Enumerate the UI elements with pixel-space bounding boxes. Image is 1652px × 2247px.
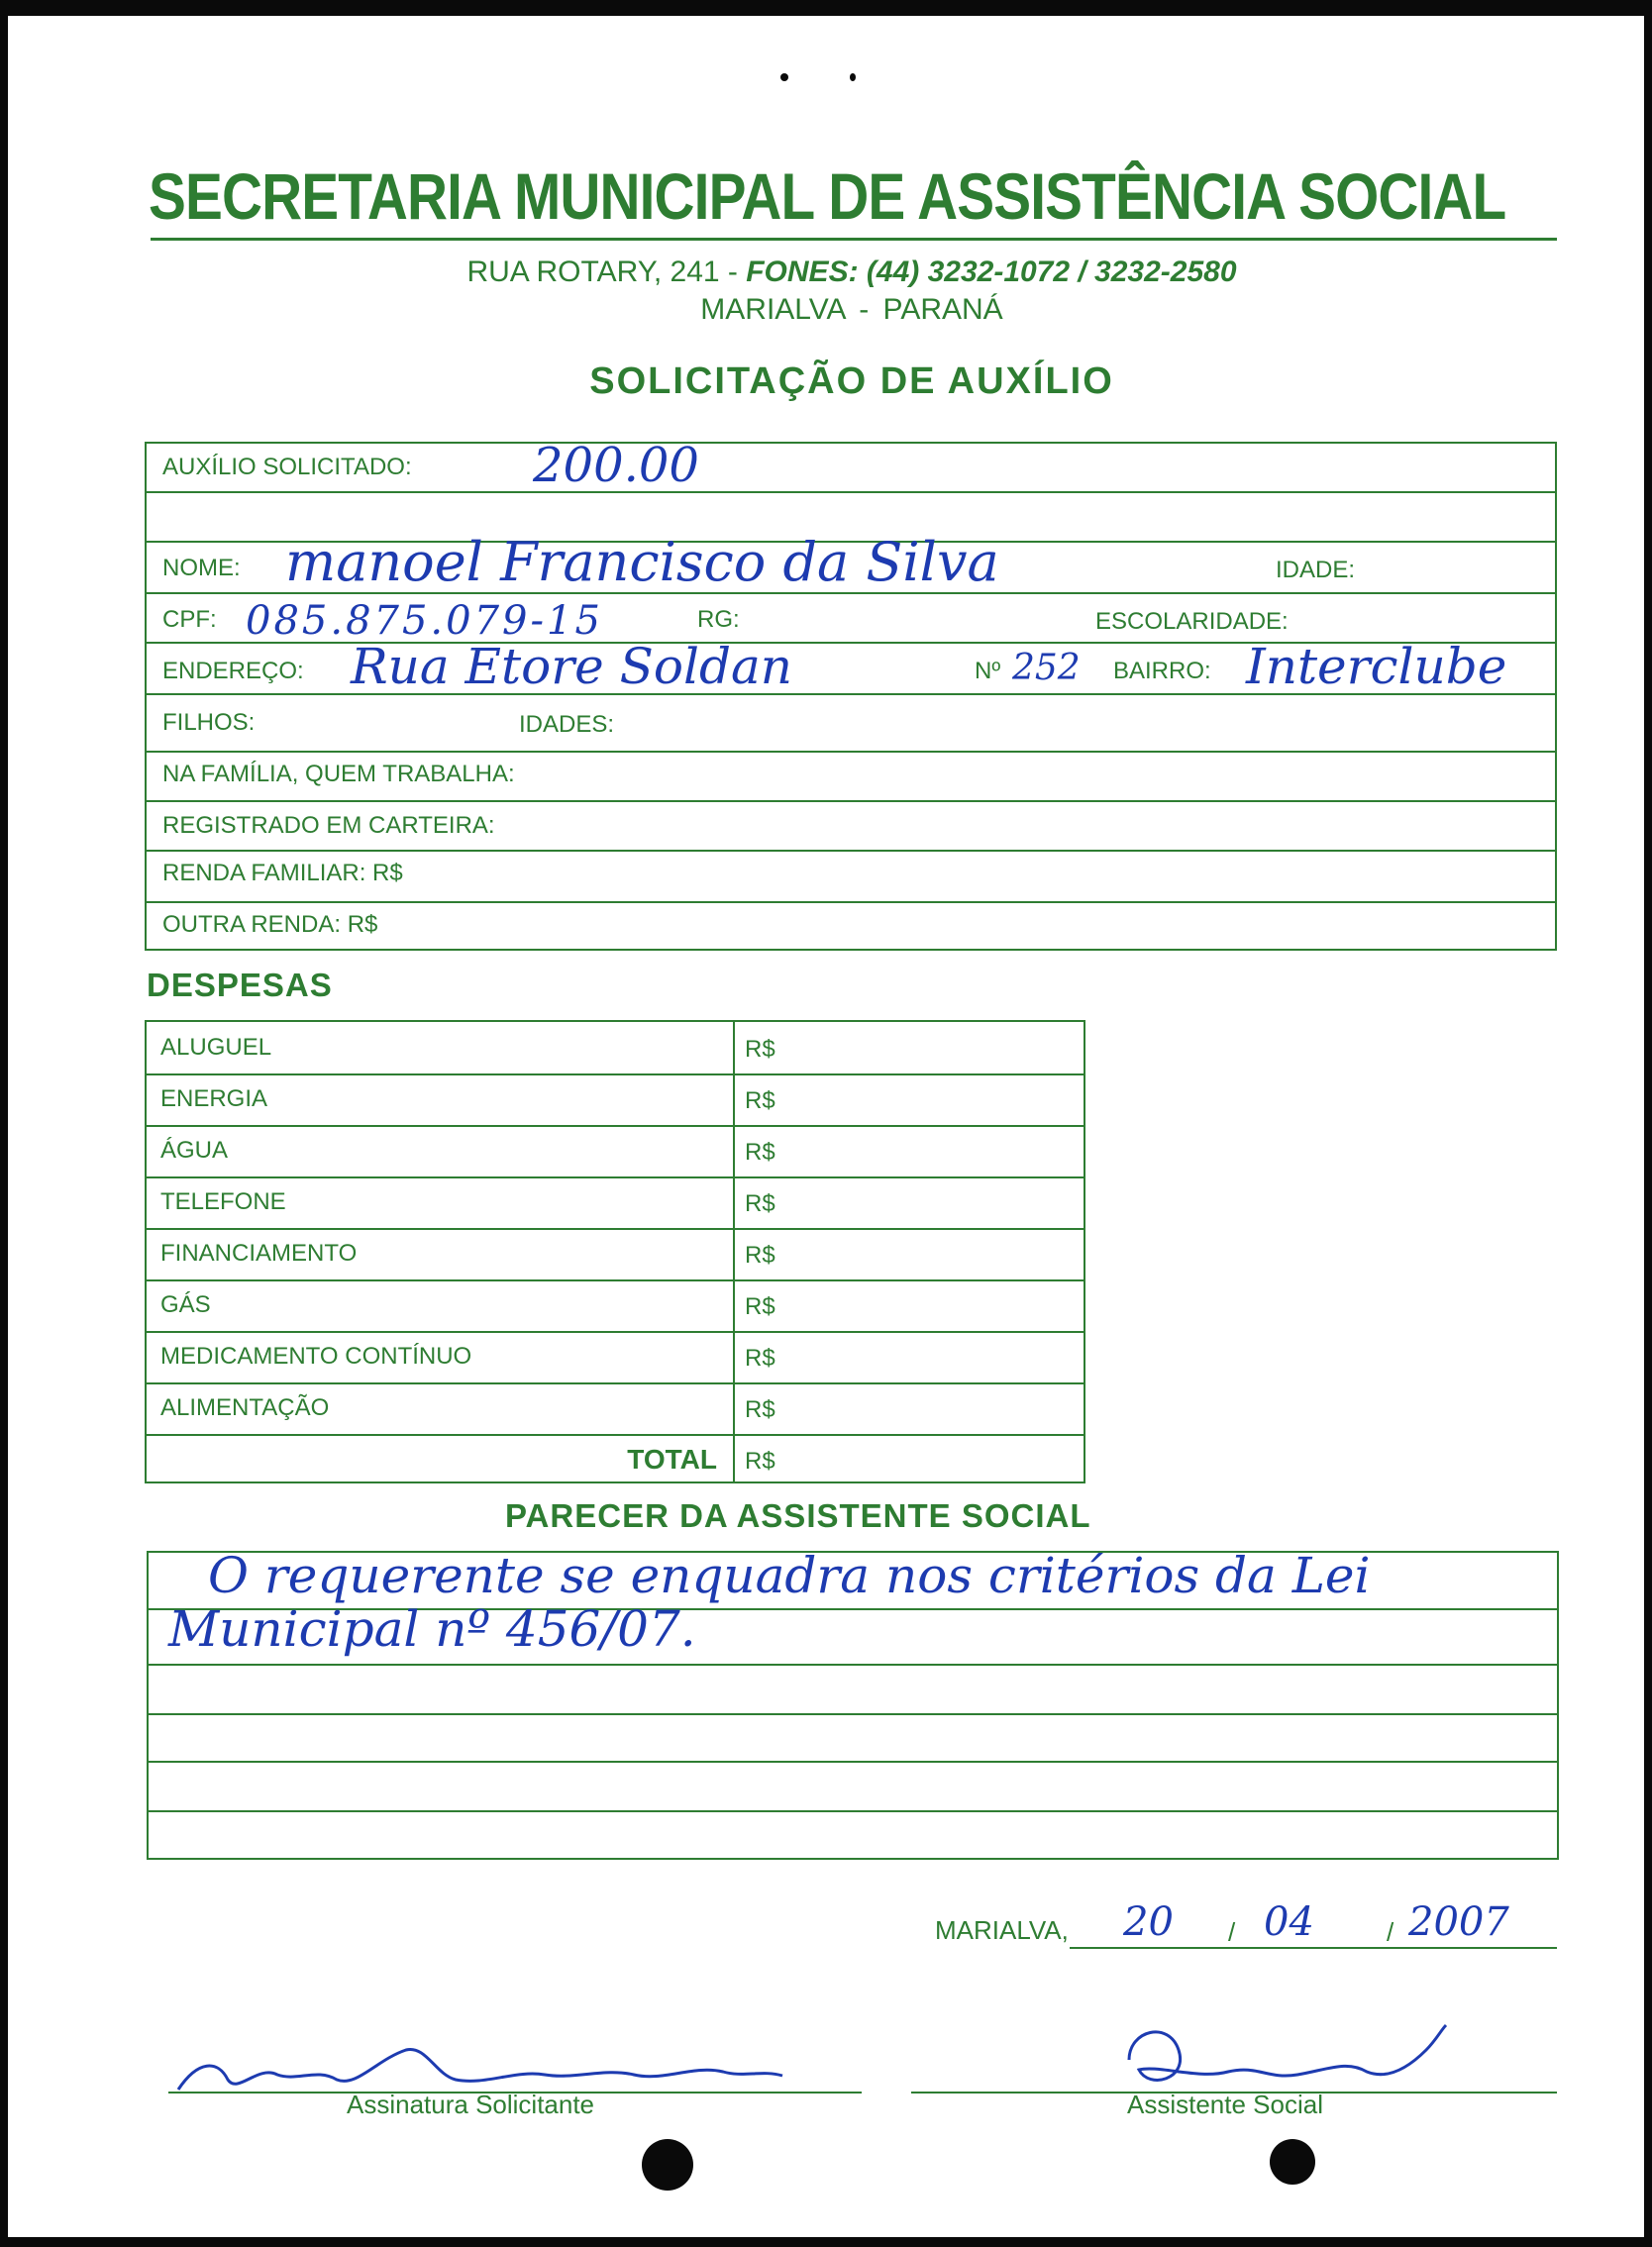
idade-label: IDADE: [1276,557,1356,583]
despesas-heading: DESPESAS [147,967,333,1003]
date-separator-2: / [1387,1917,1394,1947]
despesa-label: ÁGUA [160,1137,229,1164]
filhos-label: FILHOS: [162,709,256,736]
punch-hole-right [1270,2139,1315,2185]
despesa-currency: R$ [745,1036,775,1063]
form-title: SOLICITAÇÃO DE AUXÍLIO [589,360,1114,402]
assistente-label: Assistente Social [1127,2090,1323,2119]
row-divider [147,800,1555,802]
row-divider [147,491,1555,493]
despesa-label: MEDICAMENTO CONTÍNUO [160,1343,472,1370]
address-line [0,255,1652,289]
quem-trabalha-label: NA FAMÍLIA, QUEM TRABALHA: [162,761,515,787]
phones-text: FONES: (44) 3232-1072 / 3232-2580 [746,255,1237,288]
solicitante-label: Assinatura Solicitante [347,2090,595,2119]
total-currency: R$ [745,1448,775,1475]
despesa-currency: R$ [745,1345,775,1372]
idades-label: IDADES: [519,711,615,738]
auxilio-value: 200.00 [533,438,699,493]
page-title: SECRETARIA MUNICIPAL DE ASSISTÊNCIA SOCIAL [149,159,1506,233]
despesa-label: ALUGUEL [160,1034,272,1061]
nome-value: manoel Francisco da Silva [285,531,999,593]
parecer-text-line1: O requerente se enquadra nos critérios da Lei [208,1547,1371,1604]
row-divider [147,850,1555,852]
despesa-row-divider [147,1073,1084,1075]
despesa-currency: R$ [745,1396,775,1423]
applicant-section [145,438,1557,951]
outra-renda-label: OUTRA RENDA: R$ [162,911,378,938]
cpf-value: 085.875.079-15 [246,598,603,644]
row-divider [147,751,1555,753]
city-line: MARIALVA - PARANÁ [700,293,1003,326]
numero-label: Nº [975,658,1001,684]
date-year: 2007 [1408,1899,1509,1945]
despesa-label: GÁS [160,1291,211,1318]
date-day: 20 [1123,1899,1174,1945]
bairro-value: Interclube [1246,638,1507,695]
date-city-label: MARIALVA, [935,1915,1069,1945]
rg-label: RG: [697,606,740,633]
parecer-line [149,1713,1557,1715]
scan-border-right [1644,0,1652,2247]
date-underline [1070,1947,1557,1949]
despesa-currency: R$ [745,1242,775,1269]
despesa-label: ALIMENTAÇÃO [160,1394,330,1421]
date-month: 04 [1264,1899,1314,1945]
despesa-row-divider [147,1279,1084,1281]
cpf-label: CPF: [162,606,217,633]
row-divider [147,901,1555,903]
date-separator-1: / [1228,1917,1236,1947]
address-text: RUA ROTARY, 241 - [466,255,747,288]
assistente-signature [1109,2010,1466,2099]
renda-label: RENDA FAMILIAR: R$ [162,860,403,886]
despesa-label: ENERGIA [160,1085,268,1112]
endereco-label: ENDEREÇO: [162,658,304,684]
despesa-row-divider [147,1434,1084,1436]
parecer-line [149,1664,1557,1666]
parecer-text-line2: Municipal nº 456/07. [168,1600,696,1658]
despesa-row-divider [147,1176,1084,1178]
despesa-row-divider [147,1228,1084,1230]
parecer-line [149,1761,1557,1763]
despesa-label: FINANCIAMENTO [160,1240,358,1267]
parecer-heading: PARECER DA ASSISTENTE SOCIAL [505,1497,1091,1534]
despesa-currency: R$ [745,1139,775,1166]
despesa-row-divider [147,1125,1084,1127]
scan-border-bottom [0,2237,1652,2247]
scan-speck [780,73,788,81]
punch-hole-left [642,2139,693,2191]
endereco-value: Rua Etore Soldan [351,638,792,695]
title-underline [151,238,1557,241]
despesa-currency: R$ [745,1190,775,1217]
escolaridade-label: ESCOLARIDADE: [1095,608,1289,635]
despesa-row-divider [147,1382,1084,1384]
despesa-label: TELEFONE [160,1188,286,1215]
scan-border-top [0,0,1652,16]
despesas-table [145,1020,1085,1483]
scan-border-left [0,0,8,2247]
scan-speck [850,73,856,81]
despesa-currency: R$ [745,1293,775,1320]
bairro-label: BAIRRO: [1113,658,1211,684]
nome-label: NOME: [162,555,241,581]
auxilio-label: AUXÍLIO SOLICITADO: [162,454,412,480]
despesa-currency: R$ [745,1087,775,1114]
column-divider [733,1022,735,1481]
registrado-label: REGISTRADO EM CARTEIRA: [162,812,495,839]
parecer-line [149,1810,1557,1812]
total-label: TOTAL [627,1444,717,1475]
parecer-box [147,1547,1559,1860]
despesa-row-divider [147,1331,1084,1333]
numero-value: 252 [1012,648,1081,688]
